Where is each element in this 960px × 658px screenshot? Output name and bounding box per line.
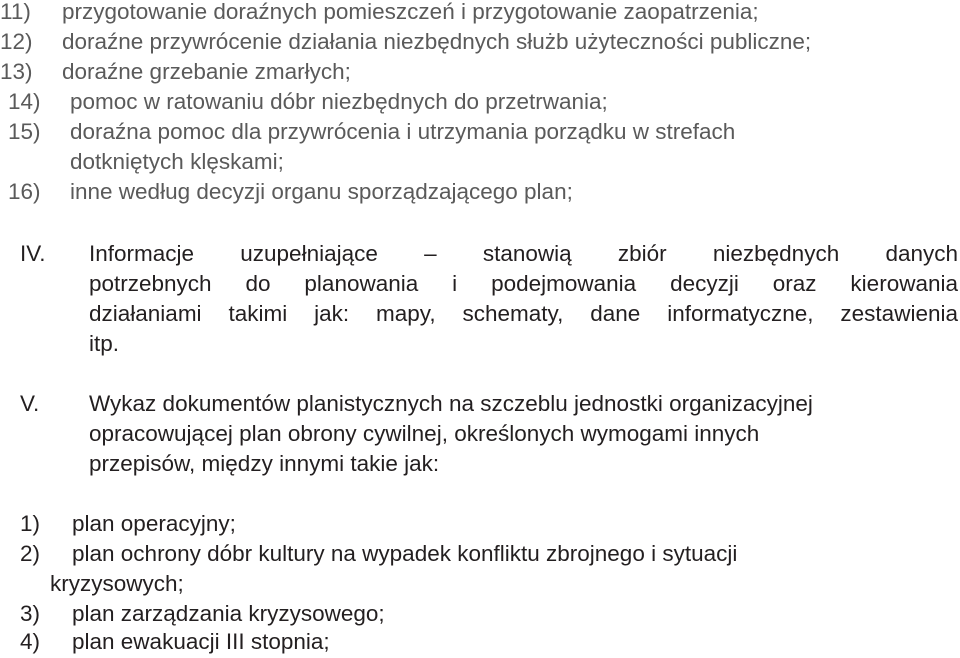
section-v-line xyxy=(20,389,958,419)
list-item-number: 12) xyxy=(0,29,33,54)
section-iv-text: itp. xyxy=(89,331,120,356)
list-item-text: przygotowanie doraźnych pomieszczeń i przygotowanie zaopatrzenia; xyxy=(62,0,759,24)
list-item xyxy=(0,57,960,87)
section-v-line xyxy=(89,419,958,449)
section-v-text: przepisów, między innymi takie jak: xyxy=(89,451,440,476)
section-iv-line xyxy=(89,299,958,329)
list-item-continuation xyxy=(20,569,958,599)
list-item xyxy=(0,27,960,57)
list-item-text: plan operacyjny; xyxy=(72,511,236,536)
list-item-text: pomoc w ratowaniu dóbr niezbędnych do przetrwania; xyxy=(70,89,608,114)
list-item-text: dotkniętych klęskami; xyxy=(70,149,284,174)
list-item-number: 16) xyxy=(8,179,41,204)
section-v-numeral: V. xyxy=(20,391,40,416)
list-item xyxy=(20,627,958,657)
list-item xyxy=(8,117,960,147)
list-item-text: kryzysowych; xyxy=(50,571,184,596)
list-item-number: 1) xyxy=(20,511,41,536)
section-v-text: opracowującej plan obrony cywilnej, określonych wymogami innych xyxy=(89,421,760,446)
list-item-text: plan ewakuacji III stopnia; xyxy=(72,629,330,654)
list-item-text: inne według decyzji organu sporządzającego plan; xyxy=(70,179,573,204)
list-item-number: 4) xyxy=(20,629,41,654)
section-iv-line xyxy=(89,269,958,299)
list-item-number: 11) xyxy=(0,0,31,24)
list-item-text: plan zarządzania kryzysowego; xyxy=(72,601,385,626)
section-iv-line xyxy=(20,239,958,269)
list-item xyxy=(20,599,958,629)
section-iv-text: działaniami takimi jak: mapy, schematy, dane informatyczne, zestawienia xyxy=(89,301,958,326)
list-item-number: 14) xyxy=(8,89,41,114)
list-item xyxy=(20,539,958,569)
list-item-number: 15) xyxy=(8,119,41,144)
section-v-text: Wykaz dokumentów planistycznych na szczeblu jednostki organizacyjnej xyxy=(89,391,813,416)
section-iv-text: Informacje uzupełniające – stanowią zbiór niezbędnych danych xyxy=(89,241,958,266)
list-item xyxy=(8,177,960,207)
list-item xyxy=(20,509,958,539)
list-item-text: plan ochrony dóbr kultury na wypadek konfliktu zbrojnego i sytuacji xyxy=(72,541,738,566)
list-item-text: doraźne grzebanie zmarłych; xyxy=(62,59,351,84)
list-item-continuation xyxy=(8,147,960,177)
section-iv-line xyxy=(89,329,489,359)
section-v-line xyxy=(89,449,958,479)
section-iv-text: potrzebnych do planowania i podejmowania decyzji oraz kierowania xyxy=(89,271,958,296)
section-iv-numeral: IV. xyxy=(20,241,46,266)
list-item-number: 13) xyxy=(0,59,33,84)
list-item-number: 3) xyxy=(20,601,41,626)
list-item-text: doraźna pomoc dla przywrócenia i utrzymania porządku w strefach xyxy=(70,119,736,144)
list-item-number: 2) xyxy=(20,541,41,566)
list-item-text: doraźne przywrócenie działania niezbędnych służb użyteczności publiczne; xyxy=(62,29,812,54)
list-item xyxy=(0,0,960,27)
list-item xyxy=(8,87,960,117)
